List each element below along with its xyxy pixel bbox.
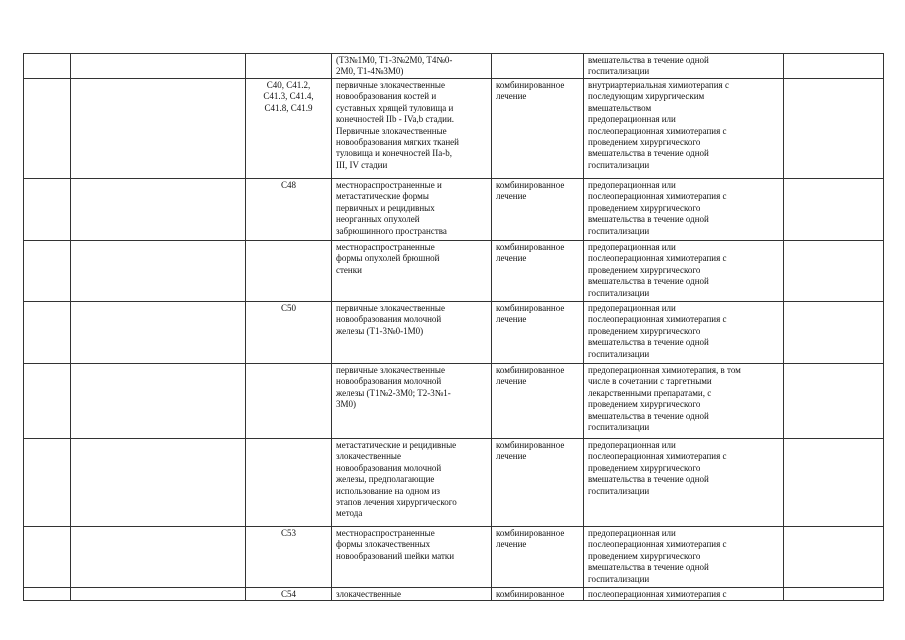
cell-method: предоперационная или послеоперационная химиотерапия с проведением хирургического вмешательства в течение одной госпитализации [584,527,784,588]
cell-condition: (T3№1M0, T1-3№2M0, T4№0- 2M0, T1-4№3M0) [332,54,492,79]
cell-treatment-type: комбинированное лечение [492,439,584,527]
cell-method: вмешательства в течение одной госпитализации [584,54,784,79]
cell-code: C54 [246,588,332,601]
cell-code: C48 [246,179,332,241]
cell-profile [71,302,246,364]
cell-condition: местнораспространенные и метастатические формы первичных и рецидивных неорганных опухолей забрюшинного пространства [332,179,492,241]
cell-treatment-type: комбинированное лечение [492,302,584,364]
cell-index [24,364,71,439]
cell-norm [784,364,884,439]
cell-condition: метастатические и рецидивные злокачественные новообразования молочной железы, предполагающие использование на одном из этапов лечения хирургического метода [332,439,492,527]
cell-method: предоперационная или послеоперационная химиотерапия с проведением хирургического вмешательства в течение одной госпитализации [584,179,784,241]
cell-treatment-type: комбинированное лечение [492,79,584,179]
cell-norm [784,179,884,241]
cell-code: C50 [246,302,332,364]
cell-norm [784,54,884,79]
table-row [24,527,884,588]
cell-code [246,439,332,527]
table-row [24,179,884,241]
table-row [24,79,884,179]
cell-treatment-type: комбинированное лечение [492,527,584,588]
cell-index [24,302,71,364]
cell-profile [71,439,246,527]
cell-profile [71,79,246,179]
cell-code: C53 [246,527,332,588]
cell-method: предоперационная или послеоперационная химиотерапия с проведением хирургического вмешательства в течение одной госпитализации [584,302,784,364]
table-row [24,302,884,364]
cell-profile [71,179,246,241]
cell-index [24,527,71,588]
table-row [24,588,884,601]
cell-profile [71,527,246,588]
cell-method: послеоперационная химиотерапия с [584,588,784,601]
cell-profile [71,588,246,601]
cell-norm [784,79,884,179]
cell-index [24,179,71,241]
cell-condition: первичные злокачественные новообразования костей и суставных хрящей туловища и конечностей IIb - IVa,b стадии. Первичные злокачественные новообразования мягких тканей туловища и конечностей IIa-b, III, IV стадии [332,79,492,179]
cell-code: C40, C41.2, C41.3, C41.4, C41.8, C41.9 [246,79,332,179]
cell-condition: первичные злокачественные новообразования молочной железы (T1№2-3M0; T2-3№1- 3M0) [332,364,492,439]
cell-index [24,439,71,527]
cell-norm [784,527,884,588]
cell-profile [71,241,246,302]
treatment-table [23,53,884,601]
cell-condition: первичные злокачественные новообразования молочной железы (T1-3№0-1M0) [332,302,492,364]
cell-norm [784,241,884,302]
table-row [24,241,884,302]
cell-method: предоперационная или послеоперационная химиотерапия с проведением хирургического вмешательства в течение одной госпитализации [584,241,784,302]
cell-index [24,588,71,601]
cell-index [24,54,71,79]
cell-norm [784,588,884,601]
cell-treatment-type: комбинированное лечение [492,179,584,241]
cell-profile [71,364,246,439]
cell-norm [784,439,884,527]
table-row [24,439,884,527]
table-row [24,364,884,439]
cell-method: предоперационная или послеоперационная химиотерапия с проведением хирургического вмешательства в течение одной госпитализации [584,439,784,527]
table-row [24,54,884,79]
cell-treatment-type: комбинированное [492,588,584,601]
cell-treatment-type: комбинированное лечение [492,364,584,439]
cell-code [246,54,332,79]
cell-condition: местнораспространенные формы опухолей брюшной стенки [332,241,492,302]
cell-treatment-type [492,54,584,79]
cell-index [24,79,71,179]
cell-method: внутриартериальная химиотерапия с последующим хирургическим вмешательством предоперационная или послеоперационная химиотерапия с проведением хирургического вмешательства в течение одной госпитализации [584,79,784,179]
cell-norm [784,302,884,364]
cell-treatment-type: комбинированное лечение [492,241,584,302]
cell-code [246,364,332,439]
cell-condition: злокачественные [332,588,492,601]
cell-index [24,241,71,302]
cell-profile [71,54,246,79]
cell-code [246,241,332,302]
cell-method: предоперационная химиотерапия, в том числе в сочетании с таргетными лекарственными препаратами, с проведением хирургического вмешательства в течение одной госпитализации [584,364,784,439]
cell-condition: местнораспространенные формы злокачественных новообразований шейки матки [332,527,492,588]
